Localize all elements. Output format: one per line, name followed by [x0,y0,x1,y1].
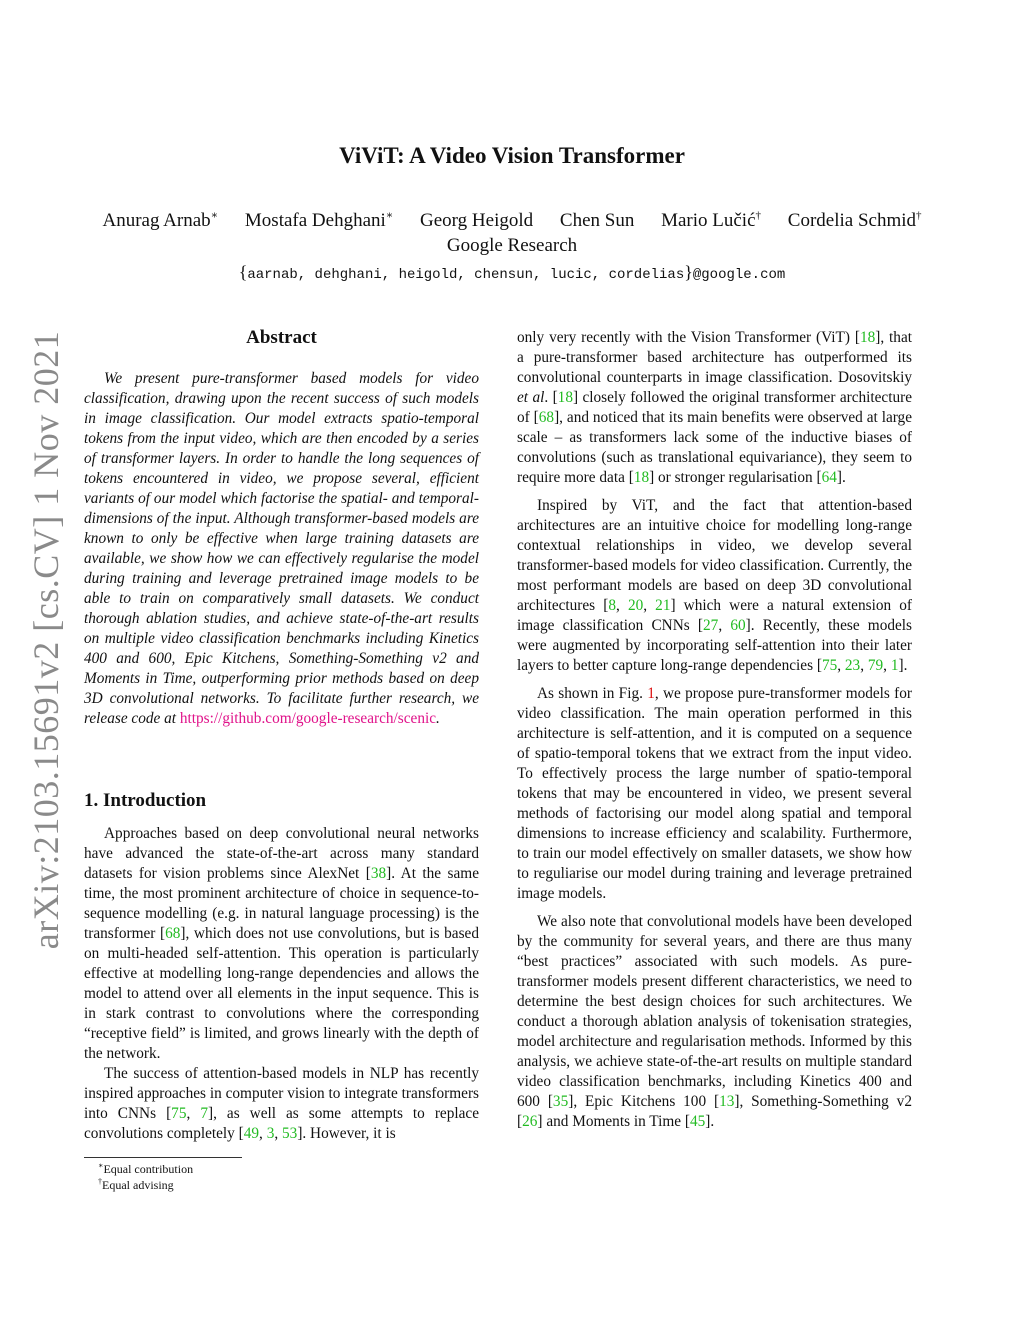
citation-link[interactable]: 23 [844,657,861,674]
citation-link[interactable]: 18 [557,389,573,406]
paragraph: As shown in Fig. 1, we propose pure-transformer models for video classification. The main operation performed in this architecture is self-attention, and it is computed on a sequence of spatio-temporal tokens that we extract from the input video. To effectively process the large number of spatio-temporal tokens that may be encountered in video, we present several methods of factorising our model along spatial and temporal dimensions to increase efficiency and scalability. Furthermore, to train our model effectively on smaller datasets, we show how to reguliarise our model during training and leverage pretrained image models. [517,685,912,902]
author-emails: {aarnab, dehghani, heigold, chensun, lucic, cordelias}@google.com [238,262,786,283]
citation-link[interactable]: 35 [552,1093,569,1110]
citation-link[interactable]: 60 [730,617,746,634]
footnote: †Equal advising [98,1177,174,1192]
author: Georg Heigold [420,210,534,232]
author: Cordelia Schmid† [787,210,922,232]
citation-link[interactable]: 27 [703,617,719,634]
right-column [517,328,912,1132]
author: Mario Lučić† [661,210,762,232]
paragraph: Approaches based on deep convolutional neural networks have advanced the state-of-the-art across many standard datasets for vision problems since AlexNet [38]. At the same time, the most prominent architecture of choice in sequence-to-sequence modelling (e.g. in natural language processing) is the transformer [68], which does not use convolutions, but is based on multi-headed self-attention. This operation is particularly effective at modelling long-range dependencies and allows the model to attend over all elements in the input sequence. This is in stark contrast to convolutions where the corresponding “receptive field” is limited, and grows linearly with the depth of the network. [84,825,479,1062]
citation-link[interactable]: 64 [821,469,837,486]
abstract-body: We present pure-transformer based models for video classification, drawing upon the recent success of such models in image classification. Our model extracts spatio-temporal tokens from the input video, which are then encoded by a series of transformer layers. In order to handle the long sequences of tokens encountered in video, we propose several, efficient variants of our model which factorise the spatial- and temporal-dimensions of the input. Although transformer-based models are known to only be effective when large training datasets are available, we show how we can effectively regularise the model during training and leverage pretrained image models to be able to train on comparatively small datasets. We conduct thorough ablation studies, and achieve state-of-the-art results on multiple video classification benchmarks including Kinetics 400 and 600, Epic Kitchens, Something-Something v2 and Moments in Time, outperforming prior methods based on deep 3D convolutional networks. To facilitate further research, we release code at https://github.com/google-research/scenic. [84,370,479,727]
citation-link[interactable]: 21 [655,597,671,614]
footnote: ∗Equal contribution [98,1161,194,1176]
citation-link[interactable]: 75 [171,1105,187,1122]
citation-link[interactable]: 20 [627,597,644,614]
citation-link[interactable]: 13 [719,1093,735,1110]
citation-link[interactable]: 3 [266,1125,275,1142]
section-heading-introduction: 1. Introduction [84,790,207,811]
author: Anurag Arnab∗ [102,210,219,232]
citation-link[interactable]: 49 [243,1125,260,1142]
citation-link[interactable]: 26 [522,1113,538,1130]
citation-link[interactable]: 18 [859,329,876,346]
citation-link[interactable]: 1 [890,657,899,674]
citation-link[interactable]: 7 [200,1105,208,1122]
intro-left-column [84,824,479,1144]
citation-link[interactable]: 18 [633,469,650,486]
citation-link[interactable]: 45 [689,1113,706,1130]
citation-link[interactable]: 68 [165,925,181,942]
code-link[interactable]: https://github.com/google-research/scenic [179,710,437,727]
author: Chen Sun [559,210,635,232]
citation-link[interactable]: 68 [538,409,555,426]
affiliation: Google Research [446,235,578,256]
footnote-divider [84,1157,242,1158]
citation-link[interactable]: 75 [821,657,838,674]
author-list [0,209,1024,232]
paragraph: only very recently with the Vision Transformer (ViT) [18], that a pure-transformer based architecture has outperformed its convolutional counterparts in image classification. Dosovitskiy et al. [18] closely followed the original transformer architecture of [68], and noticed that its main benefits were observed at large scale – as transformers lack some of the inductive biases of convolutions (such as translational equivariance), they seem to require more data [18] or stronger regularisation [64]. [517,329,912,486]
citation-link[interactable]: 53 [282,1125,298,1142]
paragraph: We also note that convolutional models have been developed by the community for several years, and there are thus many “best practices” associated with such models. As pure-transformer models present different characteristics, we need to determine the best design choices for such architectures. We conduct a thorough ablation analysis of tokenisation strategies, model architecture and regularisation methods. Informed by this analysis, we achieve state-of-the-art results on multiple standard video classification benchmarks, including Kinetics 400 and 600 [35], Epic Kitchens 100 [13], Something-Something v2 [26] and Moments in Time [45]. [517,913,912,1130]
citation-link[interactable]: 38 [370,865,387,882]
figure-link[interactable]: 1 [647,685,655,702]
paragraph: Inspired by ViT, and the fact that attention-based architectures are an intuitive choice for modelling long-range contextual relationships in video, we develop several transformer-based models for video classification. Currently, the most performant models are based on deep 3D convolutional architectures [8, 20, 21] which were a natural extension of image classification CNNs [27, 60]. Recently, these models were augmented by incorporating self-attention into their later layers to better capture long-range dependencies [75, 23, 79, 1]. [517,497,912,674]
abstract-heading: Abstract [246,327,317,348]
paragraph: The success of attention-based models in NLP has recently inspired approaches in computer vision to integrate transformers into CNNs [75, 7], as well as some attempts to replace convolutions completely [49, 3, 53]. However, it is [84,1065,479,1142]
author: Mostafa Dehghani∗ [244,210,394,232]
paper-title: ViViT: A Video Vision Transformer [339,143,685,168]
citation-link[interactable]: 79 [867,657,884,674]
citation-link[interactable]: 8 [608,597,616,614]
